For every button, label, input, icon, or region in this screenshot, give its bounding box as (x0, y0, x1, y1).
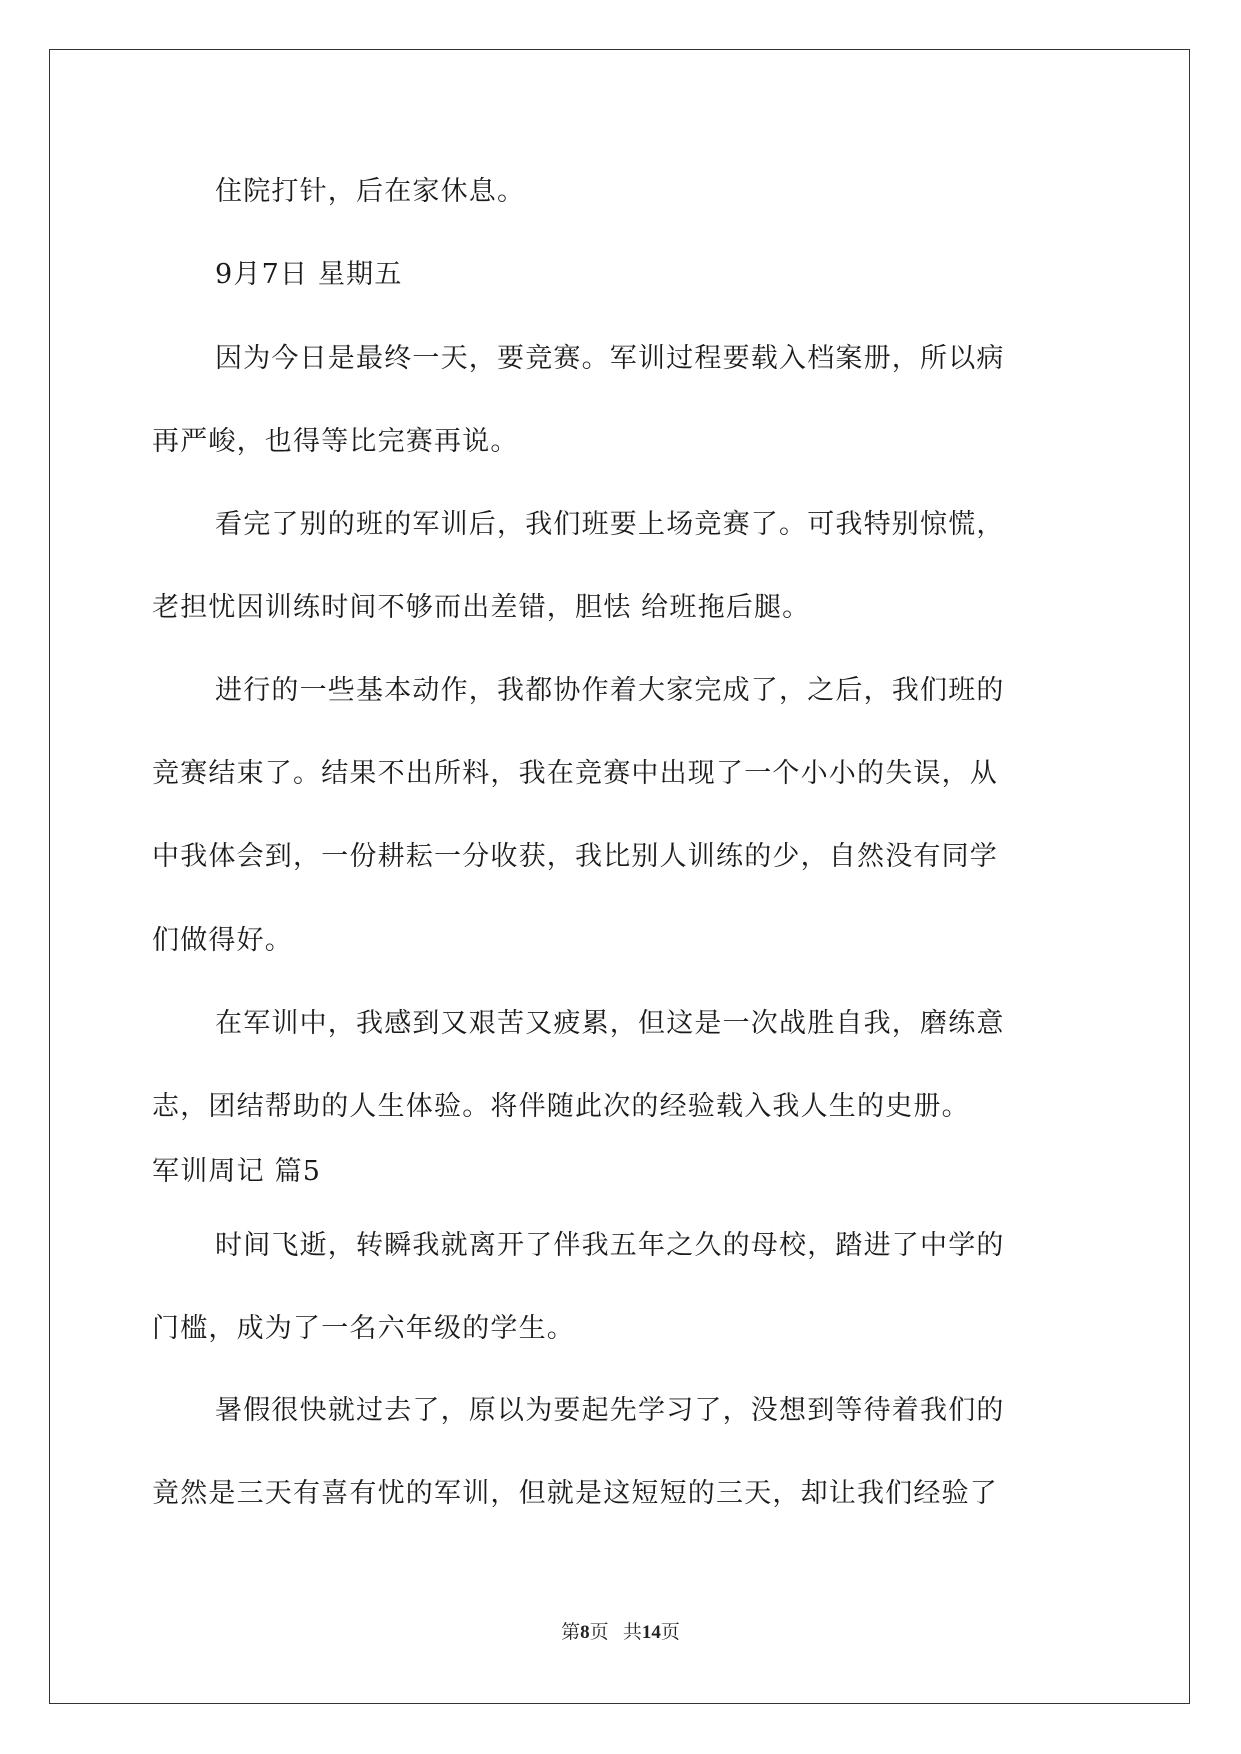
paragraph-line: 中我体会到，一份耕耘一分收获，我比别人训练的少，自然没有同学 (152, 841, 998, 872)
paragraph-line: 再严峻，也得等比完赛再说。 (152, 426, 519, 457)
paragraph-line: 老担忧因训练时间不够而出差错，胆怯 给班拖后腿。 (152, 592, 811, 623)
paragraph-line: 竞赛结束了。结果不出所料，我在竞赛中出现了一个小小的失误，从 (152, 758, 998, 789)
paragraph-line: 暑假很快就过去了，原以为要起先学习了，没想到等待着我们的 (215, 1395, 1005, 1426)
page-footer (0, 1617, 1241, 1644)
paragraph-line: 们做得好。 (152, 925, 293, 956)
section-heading: 军训周记 篇5 (152, 1156, 322, 1187)
paragraph-line: 在军训中，我感到又艰苦又疲累，但这是一次战胜自我，磨练意 (215, 1008, 1005, 1039)
date-heading: 9月7日 星期五 (215, 259, 403, 290)
paragraph-line: 志，团结帮助的人生体验。将伴随此次的经验载入我人生的史册。 (152, 1091, 970, 1122)
paragraph-line: 看完了别的班的军训后，我们班要上场竞赛了。可我特别惊慌， (215, 509, 1005, 540)
paragraph-line: 时间飞逝，转瞬我就离开了伴我五年之久的母校，踏进了中学的 (215, 1230, 1005, 1261)
page-border (49, 49, 1190, 1704)
footer-prefix: 第 (561, 1622, 581, 1643)
paragraph-line: 竟然是三天有喜有忧的军训，但就是这短短的三天，却让我们经验了 (152, 1478, 998, 1509)
footer-suffix: 页 (660, 1622, 680, 1643)
paragraph-line: 因为今日是最终一天，要竞赛。军训过程要载入档案册，所以病 (215, 343, 1005, 374)
current-page-number: 8 (580, 1622, 590, 1643)
footer-mid: 页 共 (589, 1622, 642, 1643)
paragraph-line: 进行的一些基本动作，我都协作着大家完成了，之后，我们班的 (215, 675, 1005, 706)
paragraph-line: 门槛，成为了一名六年级的学生。 (152, 1313, 575, 1344)
total-pages-number: 14 (641, 1622, 661, 1643)
paragraph-line: 住院打针，后在家休息。 (215, 176, 526, 207)
